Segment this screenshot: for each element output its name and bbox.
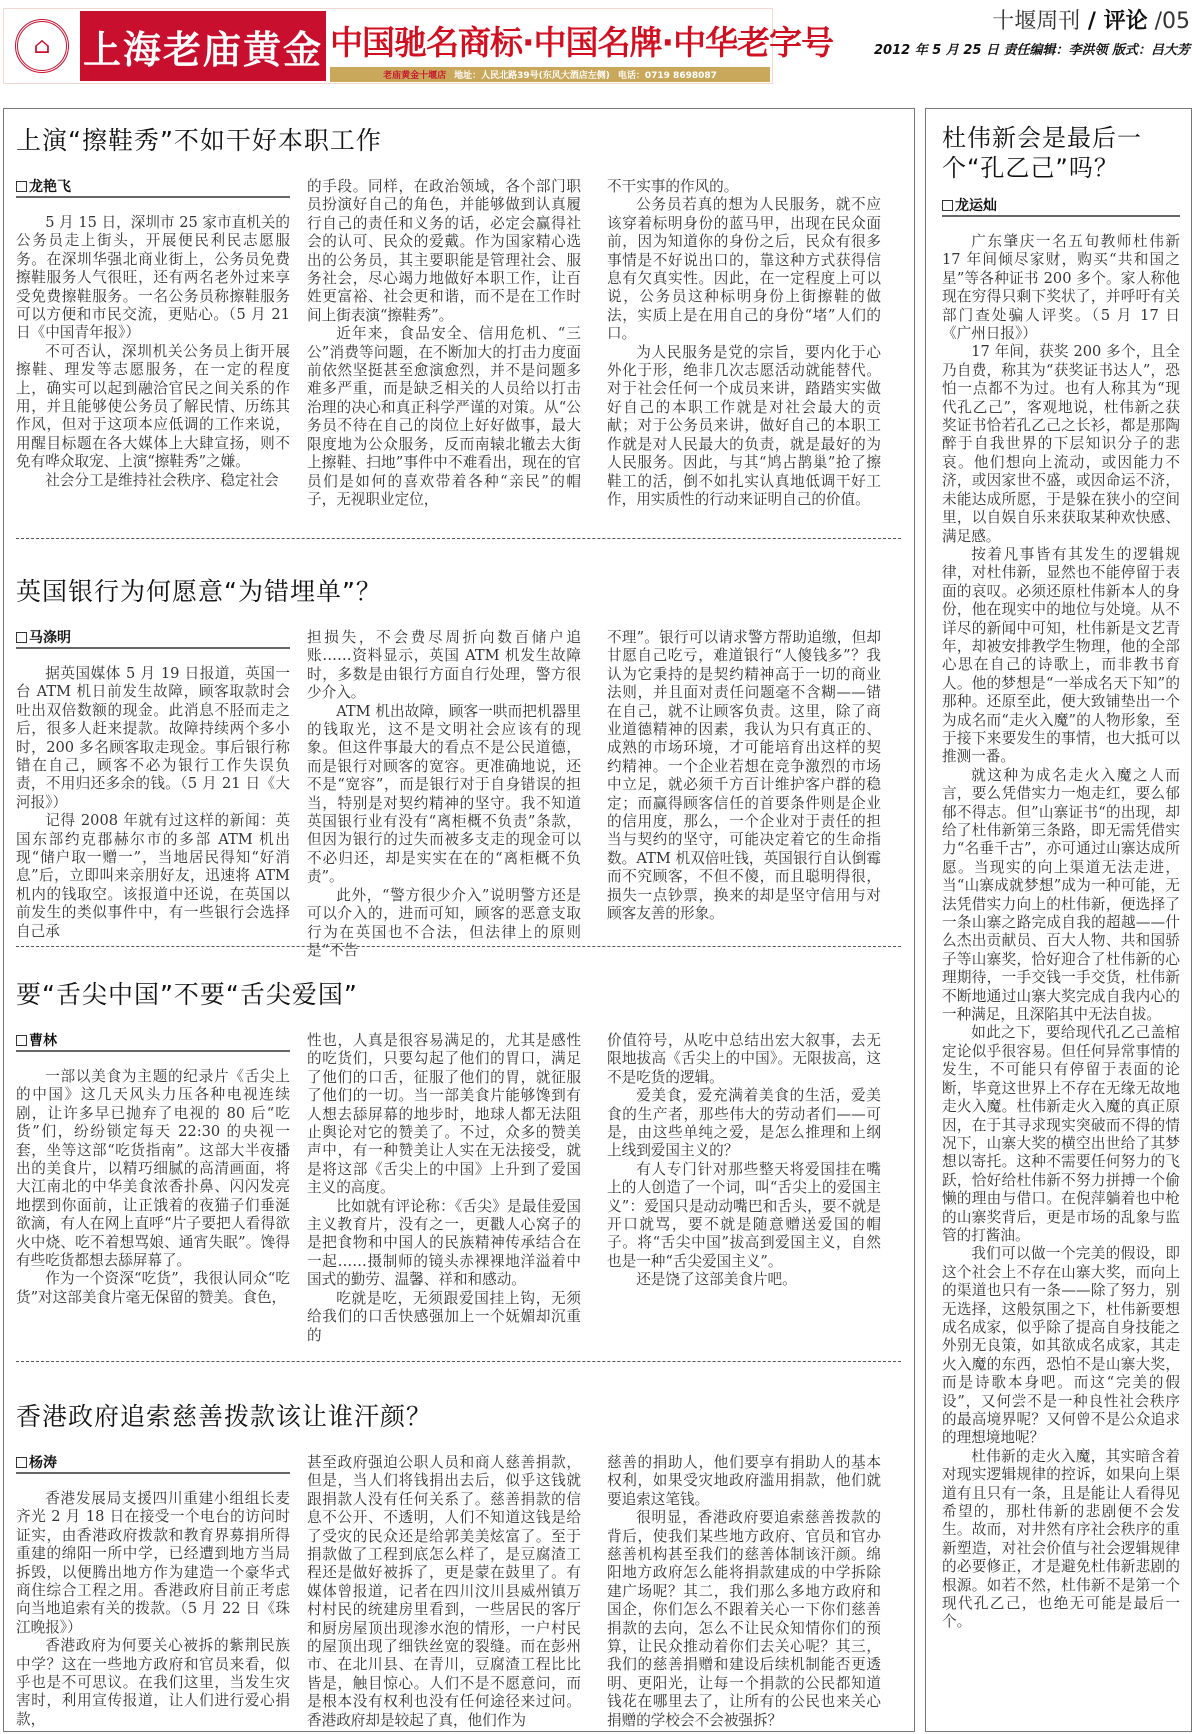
paragraph: 担损失，不会费尽周折向数百储户追账……资料显示，英国 ATM 机发生故障时，多数是由银行方面自行处理，警方很少介入。 xyxy=(307,629,581,702)
author-name: 马涤明 xyxy=(29,630,71,646)
ad-phone: 电话：0719 8698087 xyxy=(617,71,717,81)
paragraph: 为人民服务是党的宗旨，要内化于心外化于形，绝非几次志愿活动就能替代。对于社会任何一个成员来讲，踏踏实实做好自己的本职工作就是对社会最大的贡献；对于公务员来讲，做好自己的本职工作就是对人民最大的负责，就是最好的为人民服务。因此，与其“鸠占鹊巢”抢了擦鞋工的活，倒不如扎实认真地低调干好工作，用实质性的行动来证明自己的价值。 xyxy=(607,343,881,508)
article-title: 英国银行为何愿意“为错埋单”？ xyxy=(16,577,382,606)
section-divider xyxy=(16,946,901,947)
article-body-column xyxy=(607,1454,881,1730)
article-body-column xyxy=(607,1032,881,1290)
article-2 xyxy=(16,577,896,959)
author-name: 曹林 xyxy=(29,1033,57,1049)
article-title: 杜伟新会是最后一个“孔乙己”吗？ xyxy=(942,124,1142,182)
paragraph: 吃就是吃，无须跟爱国挂上钩，无须给我们的口舌快感强加上一个妩媚却沉重的 xyxy=(307,1289,581,1344)
paragraph: 就这种为成名走火入魔之人而言，要么凭借实力一炮走红，要么郁郁不得志。但”山寨证书“的出现，却给了杜伟新第三条路，即无需凭借实力“名垂千古”，亦可通过山寨达成所愿。当现实的向上渠道无法走进，当“山寨成就梦想”成为一种可能，无法凭借实力向上的杜伟新，便选择了一条山寨之路完成自我的超越——什么杰出贡献员、百大人物、共和国骄子等山寨奖，恰好迎合了杜伟新的心理期待，一手交钱一手交货，杜伟新不断地通过山寨大奖完成自我内心的一种满足，且深陷其中无法自拔。 xyxy=(942,766,1180,1024)
article-3 xyxy=(16,980,896,1344)
section-divider xyxy=(16,538,901,539)
article-body-column xyxy=(942,233,1180,1632)
paragraph: 甚至政府强迫公职人员和商人慈善捐款，但是，当人们将钱捐出去后，似乎这钱就跟捐款人没有任何关系了。慈善捐款的信息不公开、不透明，人们不知道这钱是给了受灾的民众还是给郭美美炫富了。至于捐款做了工程到底怎么样了，是豆腐渣工程还是做好被拆了，更是蒙在鼓里了。有媒体曾报道，记者在四川汶川县威州镇万村村民的统建房里看到，一些居民的客厅和厨房屋顶出现渗水泡的情形，一户村民的屋顶出现了细铁丝宽的裂缝。而在彭州市、在北川县、在青川，豆腐渣工程比比皆是，触目惊心。人们不是不愿意问，而是根本没有权利也没有任何途径来过问。香港政府却是较起了真，他们作为 xyxy=(307,1454,581,1729)
article-body-column xyxy=(16,1490,290,1729)
paragraph: 的手段。同样，在政治领域，各个部门职员扮演好自己的角色，并能够做到认真履行自己的责任和义务的话，必定会赢得社会的认可、民众的爱戴。作为国家精心选出的公务员，其主要职能是管理社会、服务社会，尽心竭力地做好本职工作，让百姓更富裕、社会更和谐，而不是在工作时间上街表演“擦鞋秀”。 xyxy=(307,178,581,324)
sidebar-article-box xyxy=(925,108,1192,1732)
article-1 xyxy=(16,126,896,508)
article-body-column xyxy=(307,629,581,960)
paragraph: 记得 2008 年就有过这样的新闻：英国东部约克郡赫尔市的多部 ATM 机出现“储户取一赠一”，当地居民得知“好消息”后，立即叫来亲朋好友，迅速将 ATM 机内的钱取空。该报道中还说，在英国以前发生的类似事件中，有一些银行会选择自己承 xyxy=(16,812,290,940)
author-box-icon xyxy=(942,200,953,211)
paragraph: 爱美食，爱充满着美食的生活，爱美食的生产者，那些伟大的劳动者们——可是，由这些单纯之爱，是怎么推理和上纲上线到爱国主义的？ xyxy=(607,1087,881,1160)
article-title: 要“舌尖中国”不要“舌尖爱国” xyxy=(16,980,358,1009)
paragraph: 公务员若真的想为人民服务，就不应该穿着标明身份的蓝马甲，出现在民众面前，因为知道你的身份之后，民众有很多事情是不好说出口的，靠这种方式获得信息有欠真实性。因此，在一定程度上可以说，公务员这种标明身份上街擦鞋的做法，实质上是在用自己的身份“堵”人们的口。 xyxy=(607,196,881,343)
paragraph: 性也，人真是很容易满足的，尤其是感性的吃货们，只要勾起了他们的胃口，满足了他们的口舌，征服了他们的胃，就征服了他们的一切。当一部美食片能够馋到有人想去舔屏幕的地步时，地球人都无法阻止舆论对它的赞美了。不过，众多的赞美声中，有一种赞美让人实在无法接受，就是将这部《舌尖上的中国》上升到了爱国主义的高度。 xyxy=(307,1032,581,1197)
author-name: 杨涛 xyxy=(29,1455,57,1471)
paragraph: 据英国媒体 5 月 19 日报道，英国一台 ATM 机日前发生故障，顾客取款时会吐出双倍数额的现金。此消息不胫而走之后，很多人赶来提款。故障持续两个多小时，200 多名顾客取走现金。事后银行称错在自己，顾客不必为银行工作失误负责，不用归还多余的钱。（5 月 21 日《大河报》） xyxy=(16,665,290,811)
paragraph: 此外，“警方很少介入”说明警方还是可以介入的，进而可知，顾客的恶意支取行为在英国也不合法，但法律上的原则是“不告 xyxy=(307,886,581,959)
section-divider xyxy=(16,1361,901,1362)
paragraph: 不理”。银行可以请求警方帮助追缴，但却甘愿自己吃亏，难道银行“人傻钱多”？我认为它秉持的是契约精神高于一切的商业法则，并且面对责任问题毫不含糊——错在自己，就不让顾客负责。这里，除了商业道德精神的因素，我认为只有真正的、成熟的市场环境，才可能培育出这样的契约精神。一个企业若想在竞争激烈的市场中立足，就必须千方百计维护客户群的稳定；而赢得顾客信任的首要条件则是企业的信用度，那么，一个企业对于责任的担当与契约的坚守，可能决定着它的生命指数。ATM 机双倍吐钱，英国银行自认倒霉而不究顾客，不但不傻，而且聪明得很，损失一点钞票，换来的却是坚守信用与对顾客友善的形象。 xyxy=(607,629,881,923)
author-box-icon xyxy=(16,1035,27,1046)
paragraph: 不可否认，深圳机关公务员上街开展擦鞋、理发等志愿服务，在一定的程度上，确实可以起到融洽官民之间关系的作用，并且能够使公务员了解民情、历练其作风，但对于这项本应低调的工作来说，用醒目标题在各大媒体上大肆宣扬，则不免有哗众取宠、上演“擦鞋秀”之嫌。 xyxy=(16,342,290,471)
ad-contact-strip xyxy=(330,67,770,82)
article-body-column xyxy=(16,665,290,941)
author-name: 龙运灿 xyxy=(955,198,997,214)
article-body-column xyxy=(607,629,881,924)
main-articles-box xyxy=(3,108,915,1732)
paragraph: 社会分工是维持社会秩序、稳定社会 xyxy=(45,471,279,489)
article-body-column xyxy=(16,214,290,490)
section-name: 评论 xyxy=(1103,9,1148,34)
article-body-column xyxy=(607,178,881,509)
date-editor-line: 2012 年 5 月 25 日 责任编辑：李洪领 版式：吕大芳 xyxy=(874,43,1190,58)
paragraph: 作为一个资深“吃货”，我很认同众“吃货”对这部美食片毫无保留的赞美。食色， xyxy=(16,1270,290,1306)
paragraph: 比如就有评论称：《舌尖》是最佳爱国主义教育片，没有之一，更戳人心窝子的是把食物和中国人的民族精神传承结合在一起……摄制师的镜头赤裸裸地洋溢着中国式的勤劳、温馨、祥和和感动。 xyxy=(307,1197,581,1289)
paragraph: 杜伟新的走火入魔，其实暗含着对现实逻辑规律的控诉，如果向上渠道有且只有一条，且是能让人看得见希望的，那杜伟新的悲剧便不会发生。故而，对井然有序社会秩序的重新塑造，对社会价值与社会逻辑规律的必要修正，才是避免杜伟新悲剧的根源。如若不然，杜伟新不是第一个现代孔乙己，也绝无可能是最后一个。 xyxy=(942,1447,1180,1631)
ad-address: 地址：人民北路39号(东风大酒店左侧) xyxy=(454,71,610,81)
paragraph: 我们可以做一个完美的假设，即这个社会上不存在山寨大奖，而向上的渠道也只有一条——除了努力，别无选择，这般氛围之下，杜伟新要想成名成家，似乎除了提高自身技能之外别无良策，如其欲成名成家，其走火入魔的东西，恐怕不是山寨大奖，而是诗歌本身吧。而这“完美的假设”，又何尝不是一种良性社会秩序的最高境界呢？又何曾不是公众追求的理想境地呢？ xyxy=(942,1245,1180,1447)
article-author xyxy=(16,1032,290,1052)
paragraph: 慈善的捐助人，他们要享有捐助人的基本权利，如果受灾地政府滥用捐款，他们就要追索这笔钱。 xyxy=(607,1454,881,1508)
article-body-column xyxy=(16,1068,290,1307)
paragraph: ATM 机出故障，顾客一哄而把机器里的钱取光，这不是文明社会应该有的现象。但这件事最大的看点不是公民道德，而是银行对顾客的宽容。更准确地说，还不是“宽容”，而是银行对于自身错误的担当，特别是对契约精神的坚守。我不知道英国银行业有没有“离柜概不负责”条款，但因为银行的过失而被多支走的现金可以不必归还，却是实实在在的“离柜概不负责”。 xyxy=(307,702,581,886)
article-4 xyxy=(16,1402,896,1729)
article-body-column xyxy=(307,178,581,509)
advertisement-banner[interactable] xyxy=(3,8,834,84)
ad-brand-name: 上海老庙黄金 xyxy=(80,11,326,81)
paragraph: 17 年间，获奖 200 多个，且全乃自费，称其为“获奖证书达人”，恐怕一点都不为过。也有人称其为“现代孔乙己”，客观地说，杜伟新之获奖证书恰若孔乙己之长衫，都是那陶醉于自我世界的下层知识分子的悲哀。他们想向上流动，或因能力不济，或因家世不盛，或因命运不济，未能达成所愿，于是躲在狭小的空间里，以自娱自乐来获取某种欢快感、满足感。 xyxy=(942,343,1180,545)
author-box-icon xyxy=(16,632,27,643)
paragraph: 不干实事的作风的。 xyxy=(607,178,739,195)
author-box-icon xyxy=(16,181,27,192)
paragraph: 近年来，食品安全、信用危机、“三公”消费等问题，在不断加大的打击力度面前依然坚挺甚至愈演愈烈，并不是问题多难多严重，而是缺乏相关的人员给以打击治理的决心和真正科学严谨的对策。从“公务员不待在自己的岗位上好好做事，最大限度地为公众服务，反而南辕北辙去大街上擦鞋、扫地”事件中不难看出，现在的官员们是如何的喜欢带着各种“亲民”的帽子，无视职业定位， xyxy=(307,325,581,508)
article-title: 上演“擦鞋秀”不如干好本职工作 xyxy=(16,126,382,155)
paragraph: 很明显，香港政府要追索慈善拨款的背后，使我们某些地方政府、官员和官办慈善机构甚至我们的慈善体制该汗颜。绵阳地方政府怎么能将捐款建成的中学拆除建广场呢？其二，我们那么多地方政府和国企，你们怎么不跟着关心一下你们慈善捐款的去向，怎么不让民众知情你们的预算，让民众推动着你们去关心呢？其三，我们的慈善捐赠和建设后续机制能否更透明、更阳光，让每一个捐款的公民都知道钱花在哪里去了，让所有的公民也来关心捐赠的学校会不会被强拆？ xyxy=(607,1509,881,1729)
paragraph: 还是饶了这部美食片吧。 xyxy=(636,1271,797,1289)
masthead xyxy=(874,4,1190,58)
article-author xyxy=(16,178,290,198)
ad-slogan: 中国驰名商标·中国名牌·中华老字号 xyxy=(330,22,834,62)
paragraph: 香港政府为何要关心被拆的紫荆民族中学？这在一些地方政府和官员来看，似乎也是不可思议。在我们这里，当发生灾害时，利用宣传报道，让人们进行爱心捐款， xyxy=(16,1637,290,1728)
author-name: 龙艳飞 xyxy=(29,179,71,195)
article-body-column xyxy=(307,1454,581,1730)
article-title: 香港政府追索慈善拨款该让谁汗颜？ xyxy=(16,1402,433,1431)
ad-store-name: 老庙黄金十堰店 xyxy=(383,71,447,81)
brand-logo xyxy=(6,11,78,81)
paragraph: 广东肇庆一名五旬教师杜伟新 17 年间倾尽家财，购买“共和国之星”等各种证书 200 多个。家人称他现在穷得只剩下奖状了，并呼吁有关部门查处骗人评奖。（5 月 17 日《广州日报》） xyxy=(942,233,1180,343)
article-author xyxy=(16,629,290,649)
page-number: 05 xyxy=(1162,9,1190,34)
paragraph: 5 月 15 日，深圳市 25 家市直机关的公务员走上街头，开展便民利民志愿服务。在深圳华强北商业街上，公务员免费擦鞋服务人气很旺，还有两名老外过来享受免费擦鞋服务。一名公务员称擦鞋服务可以方便和市民交流，更贴心。（5 月 21 日《中国青年报》） xyxy=(16,214,290,342)
article-body-column xyxy=(307,1032,581,1345)
paragraph: 一部以美食为主题的纪录片《舌尖上的中国》这几天风头力压各种电视连续剧，让许多早已抛弃了电视的 80 后“吃货”们，纷纷锁定每天 22:30 的央视一套，坐等这部“吃货指南”。这部大半夜播出的美食片，以精巧细腻的高清画面，将大江南北的中华美食浓香扑鼻、闪闪发亮地摆到你面前，让正饿着的夜猫子们垂涎欲滴，有人在网上直呼“片子要把人看得欲火中烧、吃不着想骂娘、通宵失眠”。馋得有些吃货都想去舔屏幕了。 xyxy=(16,1068,290,1270)
article-author xyxy=(942,197,1180,217)
sidebar-article xyxy=(942,123,1180,1632)
paragraph: 按着凡事皆有其发生的逻辑规律，对杜伟新，显然也不能停留于表面的哀叹。必须还原杜伟新本人的身份，他在现实中的地位与处境。从不详尽的新闻中可知，杜伟新是文艺青年，却被安排教学生物理，他的全部心思在自己的诗歌上，而非教书育人。他的梦想是“一举成名天下知”的那种。还原至此，便大致铺垫出一个为成名而“走火入魔”的人物形象，至于接下来要发生的事情，也大抵可以推测一番。 xyxy=(942,545,1180,766)
paragraph: 香港发展局支援四川重建小组组长麦齐光 2 月 18 日在接受一个电台的访问时证实，由香港政府拨款和教育界募捐所得重建的绵阳一所中学，已经遭到地方当局拆毁，以便腾出地方作为建造一个豪华式商住综合工程之用。香港政府目前正考虑向当地追索有关的拨款。（5 月 22 日《珠江晚报》） xyxy=(16,1490,290,1636)
publication-name: 十堰周刊 xyxy=(992,9,1081,34)
paragraph: 价值符号，从吃中总结出宏大叙事，去无限地拔高《舌尖上的中国》。无限拔高，这不是吃货的逻辑。 xyxy=(607,1032,881,1086)
paragraph: 如此之下，要给现代孔乙己盖棺定论似乎很容易。但任何异常事情的发生，不可能只有停留于表面的论断，毕竟这世界上不存在无缘无故地走火入魔。杜伟新走火入魔的真正原因，在于其寻求现实突破而不得的情况下，山寨大奖的横空出世给了其梦想以寄托。这种不需要任何努力的飞跃，恰好给杜伟新不努力拼搏一个偷懒的理由与借口。在倪萍躺着也中枪的山寨奖背后，更是市场的乱象与监管的打酱油。 xyxy=(942,1024,1180,1244)
paragraph: 有人专门针对那些整天将爱国挂在嘴上的人创造了一个词，叫“舌尖上的爱国主义”：爱国只是动动嘴巴和舌头，要不就是开口就骂，要不就是随意赠送爱国的帽子。将“舌尖中国”拔高到爱国主义，自然也是一种“舌尖爱国主义”。 xyxy=(607,1160,881,1270)
temple-emblem-icon: ⌂ xyxy=(15,19,69,73)
author-box-icon xyxy=(16,1457,27,1468)
page-heading: 十堰周刊 / 评论 /05 xyxy=(992,9,1190,34)
article-author xyxy=(16,1454,290,1474)
